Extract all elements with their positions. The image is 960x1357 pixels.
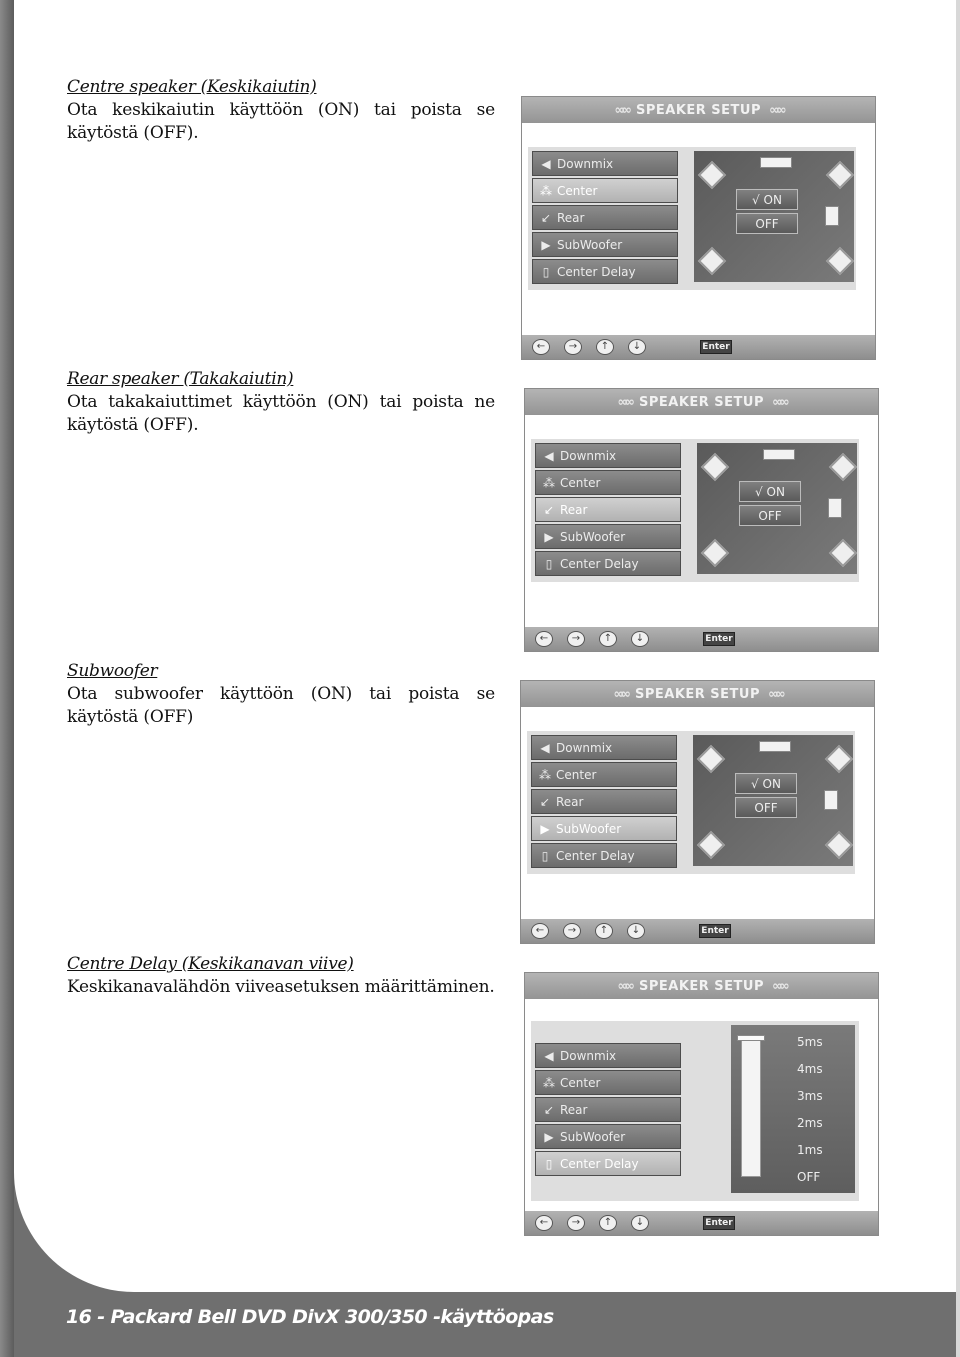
- section-subwoofer: [67, 660, 495, 729]
- osd-footer: [525, 1211, 878, 1235]
- osd-menu-item-label: Rear: [556, 794, 584, 809]
- osd-menu-item[interactable]: [532, 178, 678, 203]
- down-arrow-icon[interactable]: ↓: [631, 631, 649, 647]
- down-arrow-icon[interactable]: ↓: [628, 339, 646, 355]
- osd-menu-item[interactable]: [532, 259, 678, 284]
- osd-menu-item-label: Rear: [557, 210, 585, 225]
- delay-option-label[interactable]: 5ms: [797, 1035, 823, 1049]
- center-speaker-icon: ⁂: [540, 183, 552, 198]
- speaker-side-icon: [825, 206, 839, 226]
- osd-header: [525, 389, 878, 415]
- osd-menu-item[interactable]: [535, 1097, 681, 1122]
- section-centre-delay: [67, 953, 495, 999]
- osd-menu-item-label: Center Delay: [560, 1156, 639, 1171]
- enter-button[interactable]: Enter: [703, 632, 735, 646]
- osd-header: [521, 681, 874, 707]
- osd-title-ornament-icon: ∞∞: [772, 394, 786, 410]
- osd-menu-item[interactable]: [531, 762, 677, 787]
- osd-menu-item-label: Center: [560, 475, 601, 490]
- osd-body: [528, 147, 856, 290]
- osd-menu-item[interactable]: [535, 497, 681, 522]
- left-arrow-icon[interactable]: ←: [531, 923, 549, 939]
- down-arrow-icon[interactable]: ↓: [627, 923, 645, 939]
- osd-menu: [532, 151, 678, 286]
- center-delay-icon: ▯: [541, 848, 549, 863]
- left-arrow-icon[interactable]: ←: [532, 339, 550, 355]
- osd-menu-item[interactable]: [535, 443, 681, 468]
- center-delay-icon: ▯: [545, 1156, 553, 1171]
- osd-title-ornament-icon: ∞∞: [613, 686, 627, 702]
- osd-menu-item-label: SubWoofer: [560, 529, 626, 544]
- section-text: Ota keskikaiutin käyttöön (ON) tai poista se käytöstä (OFF).: [67, 100, 495, 143]
- speaker-diamond-icon: [825, 745, 853, 773]
- osd-option-panel: [697, 443, 857, 574]
- speaker-diamond-icon: [701, 453, 729, 481]
- osd-menu: [535, 443, 681, 578]
- speaker-diamond-icon: [698, 247, 726, 275]
- subwoofer-icon: ▶: [540, 821, 550, 836]
- left-arrow-icon[interactable]: ←: [535, 631, 553, 647]
- osd-menu-item-label: Center Delay: [557, 264, 636, 279]
- osd-menu-item[interactable]: [535, 551, 681, 576]
- osd-menu-item[interactable]: [535, 1070, 681, 1095]
- on-option[interactable]: √ ON: [735, 773, 797, 794]
- right-arrow-icon[interactable]: →: [567, 631, 585, 647]
- delay-option-label[interactable]: 3ms: [797, 1089, 823, 1103]
- off-option[interactable]: OFF: [736, 213, 798, 234]
- osd-delay-panel: [731, 1025, 855, 1193]
- section-text: Keskikanavalähdön viiveasetuksen määrittäminen.: [67, 977, 495, 997]
- osd-menu-item-label: Center: [556, 767, 597, 782]
- osd-menu-item[interactable]: [532, 151, 678, 176]
- osd-footer: [522, 335, 875, 359]
- speaker-diamond-icon: [829, 539, 857, 567]
- on-option[interactable]: √ ON: [736, 189, 798, 210]
- up-arrow-icon[interactable]: ↑: [596, 339, 614, 355]
- osd-menu-item[interactable]: [535, 1151, 681, 1176]
- osd-header: [522, 97, 875, 123]
- osd-menu-item-label: SubWoofer: [557, 237, 623, 252]
- osd-menu-item[interactable]: [532, 205, 678, 230]
- section-title: Subwoofer: [67, 661, 158, 681]
- rear-speaker-icon: ↙: [543, 1102, 555, 1117]
- osd-title-ornament-icon: ∞∞: [772, 978, 786, 994]
- section-text: Ota takakaiuttimet käyttöön (ON) tai poista ne käytöstä (OFF).: [67, 392, 495, 435]
- downmix-speaker-icon: ◀: [540, 740, 550, 755]
- right-border-strip: [956, 0, 960, 1357]
- osd-menu: [531, 735, 677, 870]
- osd-body: [531, 1021, 859, 1201]
- osd-footer: [521, 919, 874, 943]
- enter-button[interactable]: Enter: [703, 1216, 735, 1230]
- rear-speaker-icon: ↙: [540, 210, 552, 225]
- osd-menu-item[interactable]: [535, 1043, 681, 1068]
- center-speaker-icon: ⁂: [543, 1075, 555, 1090]
- enter-button[interactable]: Enter: [700, 340, 732, 354]
- speaker-diamond-icon: [825, 831, 853, 859]
- speaker-top-icon: [763, 449, 795, 460]
- osd-title: SPEAKER SETUP: [635, 102, 762, 118]
- center-speaker-icon: ⁂: [539, 767, 551, 782]
- delay-slider-track[interactable]: [741, 1039, 761, 1177]
- osd-menu-item[interactable]: [531, 843, 677, 868]
- subwoofer-icon: ▶: [544, 529, 554, 544]
- osd-menu-item[interactable]: [532, 232, 678, 257]
- speaker-diamond-icon: [701, 539, 729, 567]
- osd-menu-item-label: SubWoofer: [556, 821, 622, 836]
- center-delay-icon: ▯: [542, 264, 550, 279]
- speaker-diamond-icon: [697, 745, 725, 773]
- osd-title: SPEAKER SETUP: [638, 978, 765, 994]
- osd-option-panel: [694, 151, 854, 282]
- down-arrow-icon[interactable]: ↓: [631, 1215, 649, 1231]
- osd-menu-item-label: SubWoofer: [560, 1129, 626, 1144]
- speaker-setup-screen-rear: [524, 388, 879, 652]
- rear-speaker-icon: ↙: [543, 502, 555, 517]
- subwoofer-icon: ▶: [541, 237, 551, 252]
- osd-menu-item[interactable]: [535, 470, 681, 495]
- speaker-setup-screen-center: [521, 96, 876, 360]
- section-title: Rear speaker (Takakaiutin): [67, 369, 294, 389]
- speaker-setup-screen-center-delay: [524, 972, 879, 1236]
- enter-button[interactable]: Enter: [699, 924, 731, 938]
- downmix-speaker-icon: ◀: [544, 1048, 554, 1063]
- speaker-top-icon: [760, 157, 792, 168]
- osd-body: [527, 731, 855, 874]
- osd-menu-item-label: Downmix: [557, 156, 614, 171]
- osd-menu-item-label: Downmix: [560, 1048, 617, 1063]
- speaker-diamond-icon: [697, 831, 725, 859]
- osd-menu-item-label: Downmix: [560, 448, 617, 463]
- section-rear-speaker: [67, 368, 495, 437]
- osd-header: [525, 973, 878, 999]
- osd-menu-item[interactable]: [531, 816, 677, 841]
- section-title: Centre speaker (Keskikaiutin): [67, 77, 317, 97]
- speaker-diamond-icon: [698, 161, 726, 189]
- left-arrow-icon[interactable]: ←: [535, 1215, 553, 1231]
- osd-menu-item[interactable]: [535, 524, 681, 549]
- subwoofer-icon: ▶: [544, 1129, 554, 1144]
- osd-menu-item-label: Center: [557, 183, 598, 198]
- osd-title-ornament-icon: ∞∞: [768, 686, 782, 702]
- osd-menu-item[interactable]: [535, 1124, 681, 1149]
- osd-option-panel: [693, 735, 853, 866]
- right-arrow-icon[interactable]: →: [563, 923, 581, 939]
- osd-title-ornament-icon: ∞∞: [617, 394, 631, 410]
- osd-menu-item-label: Downmix: [556, 740, 613, 755]
- rear-speaker-icon: ↙: [539, 794, 551, 809]
- center-delay-icon: ▯: [545, 556, 553, 571]
- delay-option-label[interactable]: 1ms: [797, 1143, 823, 1157]
- osd-menu-item-label: Center Delay: [556, 848, 635, 863]
- speaker-setup-screen-subwoofer: [520, 680, 875, 944]
- osd-menu-item[interactable]: [531, 789, 677, 814]
- speaker-top-icon: [759, 741, 791, 752]
- up-arrow-icon[interactable]: ↑: [599, 1215, 617, 1231]
- osd-footer: [525, 627, 878, 651]
- osd-menu-item[interactable]: [531, 735, 677, 760]
- osd-menu-item-label: Rear: [560, 502, 588, 517]
- delay-option-label[interactable]: 2ms: [797, 1116, 823, 1130]
- section-centre-speaker: [67, 76, 495, 145]
- osd-title: SPEAKER SETUP: [638, 394, 765, 410]
- osd-body: [531, 439, 859, 582]
- osd-title-ornament-icon: ∞∞: [614, 102, 628, 118]
- section-title: Centre Delay (Keskikanavan viive): [67, 954, 354, 974]
- speaker-diamond-icon: [826, 161, 854, 189]
- speaker-diamond-icon: [829, 453, 857, 481]
- on-option[interactable]: √ ON: [739, 481, 801, 502]
- downmix-speaker-icon: ◀: [544, 448, 554, 463]
- up-arrow-icon[interactable]: ↑: [599, 631, 617, 647]
- section-text: Ota subwoofer käyttöön (ON) tai poista se käytöstä (OFF): [67, 684, 495, 727]
- delay-option-label[interactable]: 4ms: [797, 1062, 823, 1076]
- off-option[interactable]: OFF: [739, 505, 801, 526]
- osd-menu-item-label: Center: [560, 1075, 601, 1090]
- osd-title-ornament-icon: ∞∞: [769, 102, 783, 118]
- off-option[interactable]: OFF: [735, 797, 797, 818]
- osd-title: SPEAKER SETUP: [634, 686, 761, 702]
- footer-page-title: 16 - Packard Bell DVD DivX 300/350 -käyttöopas: [66, 1306, 554, 1328]
- up-arrow-icon[interactable]: ↑: [595, 923, 613, 939]
- downmix-speaker-icon: ◀: [541, 156, 551, 171]
- speaker-diamond-icon: [826, 247, 854, 275]
- left-border-strip: [0, 0, 14, 1357]
- delay-option-label[interactable]: OFF: [797, 1170, 821, 1184]
- center-speaker-icon: ⁂: [543, 475, 555, 490]
- osd-menu: [535, 1043, 681, 1178]
- delay-slider-handle[interactable]: [737, 1035, 765, 1041]
- speaker-side-icon: [828, 498, 842, 518]
- right-arrow-icon[interactable]: →: [567, 1215, 585, 1231]
- right-arrow-icon[interactable]: →: [564, 339, 582, 355]
- osd-menu-item-label: Center Delay: [560, 556, 639, 571]
- osd-menu-item-label: Rear: [560, 1102, 588, 1117]
- osd-title-ornament-icon: ∞∞: [617, 978, 631, 994]
- speaker-side-icon: [824, 790, 838, 810]
